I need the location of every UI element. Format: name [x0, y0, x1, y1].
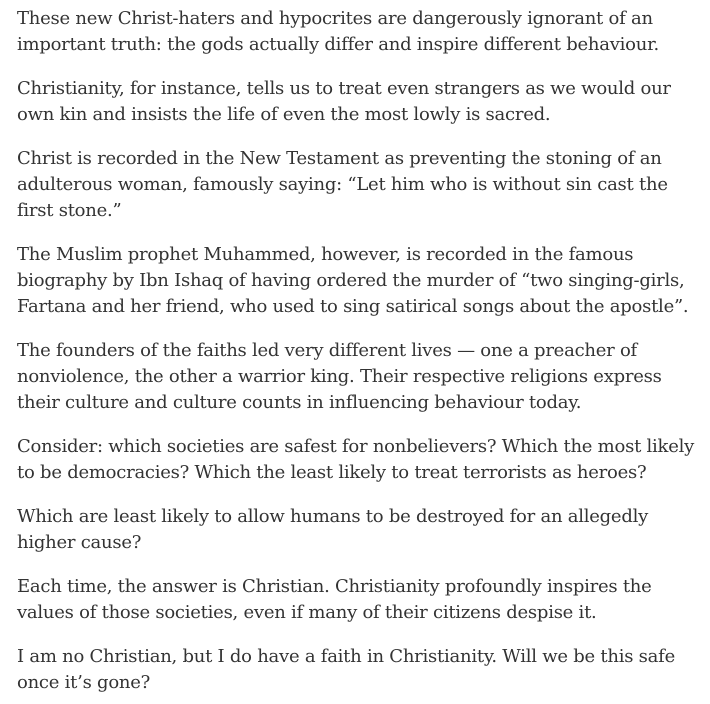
- article-paragraph-8: Each time, the answer is Christian. Christianity profoundly inspires the values of those societies, even if many of their citizens despise it.: [17, 576, 652, 623]
- article-paragraph-9: I am no Christian, but I do have a faith in Christianity. Will we be this safe once it’s gone?: [17, 646, 675, 693]
- article-paragraph-5: The founders of the faiths led very different lives — one a preacher of nonviolence, the other a warrior king. Their respective religions express their culture and culture counts in influencing behaviour today.: [17, 340, 662, 413]
- article-paragraph-6: Consider: which societies are safest for nonbelievers? Which the most likely to be democracies? Which the least likely to treat terrorists as heroes?: [17, 436, 695, 483]
- article-paragraph-7: Which are least likely to allow humans to be destroyed for an allegedly higher cause?: [17, 506, 649, 553]
- article-paragraph-2: Christianity, for instance, tells us to treat even strangers as we would our own kin and insists the life of even the most lowly is sacred.: [17, 78, 671, 125]
- article-paragraph-1: These new Christ-haters and hypocrites are dangerously ignorant of an important truth: the gods actually differ and inspire different behaviour.: [17, 8, 659, 55]
- article-paragraph-4: The Muslim prophet Muhammed, however, is recorded in the famous biography by Ibn Ishaq of having ordered the murder of “two singing-girls, Fartana and her friend, who used to sing satirical songs about the apostle”.: [17, 244, 689, 317]
- article-paragraph-3: Christ is recorded in the New Testament as preventing the stoning of an adulterous woman, famously saying: “Let him who is without sin cast the first stone.”: [17, 148, 668, 221]
